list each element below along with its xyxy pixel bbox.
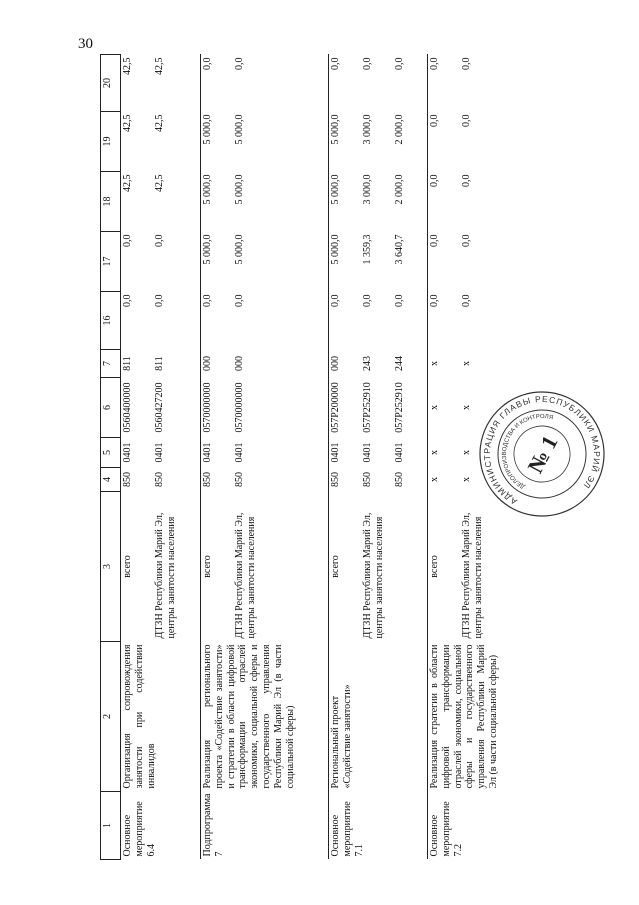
- row-title: Реализация стратегии в области цифровой трансформации отраслей экономики, социальной сферы и государственного управления Республики Марий Эл (в части социальной сферы): [428, 642, 548, 792]
- source-cell: всего ДТЗН Республики Марий Эл, центры занятости населения: [201, 492, 329, 642]
- row-code: Основное мероприятие 6.4: [121, 792, 201, 860]
- row-code: Основное мероприятие 7.1: [329, 792, 428, 860]
- header-cell: 20: [101, 55, 121, 112]
- header-cell: 5: [101, 438, 121, 468]
- row-title: Региональный проект «Содействие занятости»: [329, 642, 428, 792]
- seal-outer-text: АДМИНИСТРАЦИЯ ГЛАВЫ РЕСПУБЛИКИ МАРИЙ ЭЛ: [481, 393, 603, 507]
- row-code: Подпрограмма 7: [201, 792, 329, 860]
- table-row: Основное мероприятие 6.4 Организация сопровождения занятости при содействии инвалидов всего ДТЗН Республики Марий Эл, центры занятости населения 850 850 0401 0401 0560400000 0560427200 811 811 0,0 0,0 0,0 0,0 42,5 42,5 42,5 42,5 42,5 42,5: [121, 55, 201, 860]
- row-title: Организация сопровождения занятости при содействии инвалидов: [121, 642, 201, 792]
- table-row: Основное мероприятие 7.1 Региональный проект «Содействие занятости» всего ДТЗН Республики Марий Эл, центры занятости населения 850 850 850 0401 0401 0401 057P200000 057P252910 057P252910 000 243 244 0,0 0,0 0,0 5 000,0 1 359,3 3 640,7 5 000,0 3 000,0 2 000,0 5 000,0 3 000,0 2 000,0 0,0 0,0 0,0: [329, 55, 428, 860]
- header-cell: 2: [101, 642, 121, 792]
- seal-number: № 1: [522, 431, 563, 478]
- table-row: Основное мероприятие 7.2 Реализация стратегии в области цифровой трансформации отраслей экономики, социальной сферы и государственного управления Республики Марий Эл (в части социальной сферы) всего ДТЗН Республики Марий Эл, центры занятости населения x x x x x x x x 0,0 0,0 0,0 0,0 0,0 0,0 0,0 0,0 0,0 0,0: [428, 55, 548, 860]
- page-number: 30: [78, 36, 93, 52]
- row-title: Реализация регионального проекта «Содействие занятости» и стратегии в области цифровой трансформации отраслей экономики, социальной сферы и государственного управления Республики Марий Эл (в части социальной сферы): [201, 642, 329, 792]
- header-row: [101, 55, 121, 860]
- row-code: Основное мероприятие 7.2: [428, 792, 548, 860]
- table-row: Подпрограмма 7 Реализация регионального проекта «Содействие занятости» и стратегии в области цифровой трансформации отраслей экономики, социальной сферы и государственного управления Республики Марий Эл (в части социальной сферы) всего ДТЗН Республики Марий Эл, центры занятости населения 850 850 0401 0401 0570000000 0570000000 000 000 0,0 0,0 5 000,0 5 000,0 5 000,0 5 000,0 5 000,0 5 000,0 0,0 0,0: [201, 55, 329, 860]
- header-cell: 6: [101, 378, 121, 438]
- header-cell: 16: [101, 292, 121, 350]
- header-cell: 4: [101, 468, 121, 492]
- source-cell: всего ДТЗН Республики Марий Эл, центры занятости населения: [329, 492, 428, 642]
- seal-inner-text: ДЕЛОПРОИЗВОДСТВА И КОНТРОЛЯ: [501, 413, 554, 490]
- source-cell: всего ДТЗН Республики Марий Эл, центры занятости населения: [121, 492, 201, 642]
- header-cell: 3: [101, 492, 121, 642]
- header-cell: 19: [101, 112, 121, 172]
- header-cell: 17: [101, 232, 121, 292]
- header-cell: 18: [101, 172, 121, 232]
- source-cell: всего ДТЗН Республики Марий Эл, центры занятости населения: [428, 492, 548, 642]
- header-cell: 1: [101, 792, 121, 860]
- header-cell: 7: [101, 350, 121, 378]
